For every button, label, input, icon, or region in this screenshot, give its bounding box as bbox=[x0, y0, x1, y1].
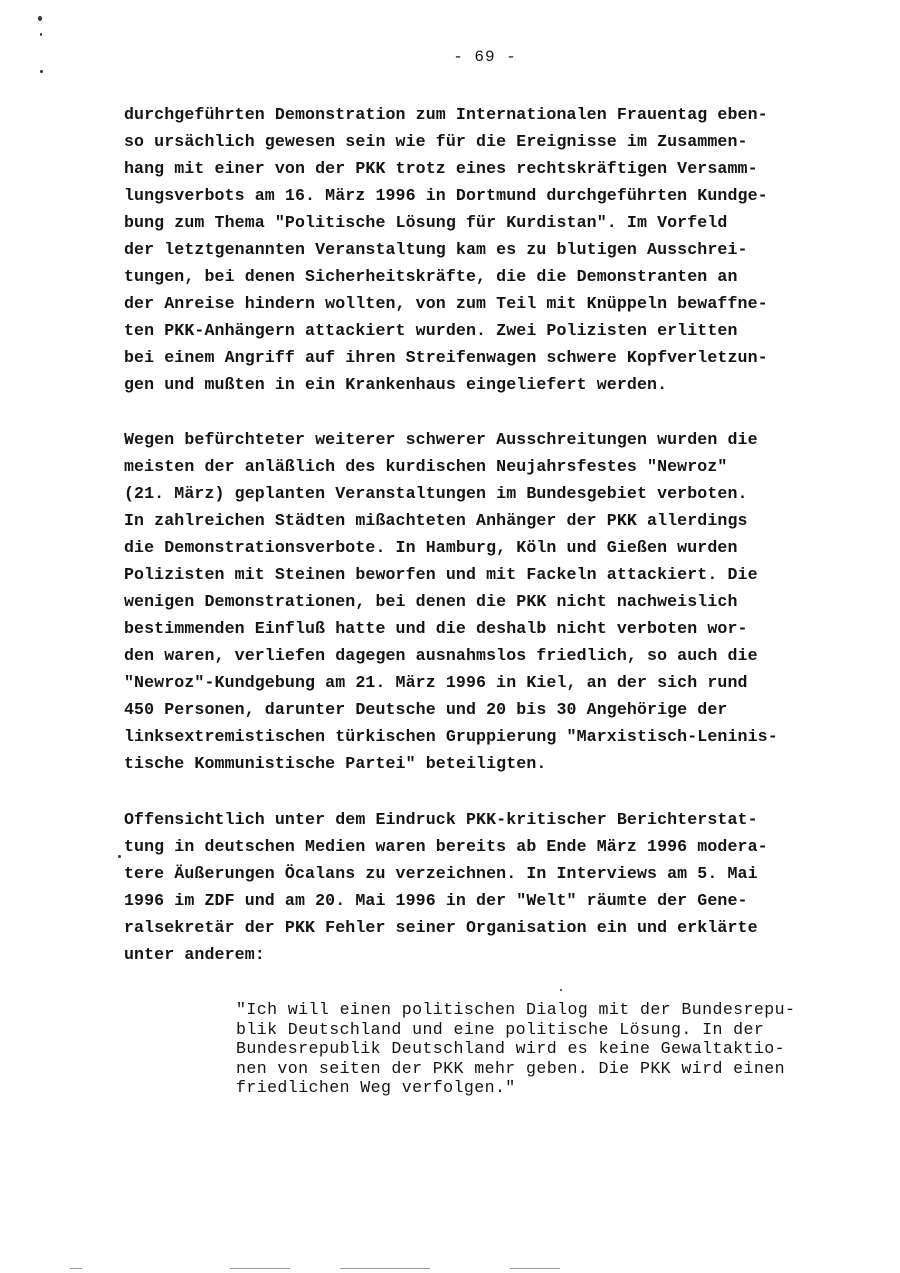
text-line: den waren, verliefen dagegen ausnahmslos friedlich, so auch die bbox=[124, 646, 758, 665]
scan-speck bbox=[118, 855, 121, 858]
text-line: bei einem Angriff auf ihren Streifenwagen schwere Kopfverletzun- bbox=[124, 348, 768, 367]
text-line: tere Äußerungen Öcalans zu verzeichnen. In Interviews am 5. Mai bbox=[124, 864, 758, 883]
text-line: 450 Personen, darunter Deutsche und 20 bis 30 Angehörige der bbox=[124, 700, 728, 719]
text-line: hang mit einer von der PKK trotz eines rechtskräftigen Versamm- bbox=[124, 159, 758, 178]
quote-line: friedlichen Weg verfolgen." bbox=[236, 1078, 516, 1097]
paragraph-3 bbox=[124, 806, 854, 968]
scan-speck bbox=[38, 16, 42, 21]
scan-speck bbox=[40, 70, 43, 73]
text-line: (21. März) geplanten Veranstaltungen im Bundesgebiet verboten. bbox=[124, 484, 748, 503]
text-line: 1996 im ZDF und am 20. Mai 1996 in der "Welt" räumte der Gene- bbox=[124, 891, 748, 910]
quote-line: blik Deutschland und eine politische Lösung. In der bbox=[236, 1019, 765, 1039]
text-line: lungsverbots am 16. März 1996 in Dortmund durchgeführten Kundge- bbox=[124, 186, 768, 205]
text-line: so ursächlich gewesen sein wie für die Ereignisse im Zusammen- bbox=[124, 132, 748, 151]
scan-speck bbox=[40, 33, 42, 36]
scan-artifact-line bbox=[230, 1268, 290, 1269]
text-line: tung in deutschen Medien waren bereits ab Ende März 1996 modera- bbox=[124, 837, 768, 856]
text-line: linksextremistischen türkischen Gruppierung "Marxistisch-Leninis- bbox=[124, 727, 778, 746]
text-line: meisten der anläßlich des kurdischen Neujahrsfestes "Newroz" bbox=[124, 457, 728, 476]
text-line: tungen, bei denen Sicherheitskräfte, die die Demonstranten an bbox=[124, 267, 738, 286]
quote-line: nen von seiten der PKK mehr geben. Die PKK wird einen bbox=[236, 1058, 785, 1078]
block-quote bbox=[236, 1000, 856, 1098]
scan-artifact-line bbox=[70, 1268, 82, 1269]
paragraph-2 bbox=[124, 426, 854, 777]
text-line: Polizisten mit Steinen beworfen und mit Fackeln attackiert. Die bbox=[124, 565, 758, 584]
text-line: unter anderem: bbox=[124, 945, 265, 964]
text-line: In zahlreichen Städten mißachteten Anhänger der PKK allerdings bbox=[124, 511, 748, 530]
text-line: die Demonstrationsverbote. In Hamburg, Köln und Gießen wurden bbox=[124, 538, 738, 557]
text-line: der Anreise hindern wollten, von zum Teil mit Knüppeln bewaffne- bbox=[124, 294, 768, 313]
text-line: der letztgenannten Veranstaltung kam es zu blutigen Ausschrei- bbox=[124, 240, 748, 259]
text-line: durchgeführten Demonstration zum Internationalen Frauentag eben- bbox=[124, 105, 768, 124]
page-number: - 69 - bbox=[453, 48, 517, 66]
text-line: Wegen befürchteter weiterer schwerer Ausschreitungen wurden die bbox=[124, 430, 758, 449]
scan-artifact-line bbox=[340, 1268, 430, 1269]
quote-line: Bundesrepublik Deutschland wird es keine Gewaltaktio- bbox=[236, 1039, 785, 1058]
text-line: ten PKK-Anhängern attackiert wurden. Zwei Polizisten erlitten bbox=[124, 321, 738, 340]
text-line: "Newroz"-Kundgebung am 21. März 1996 in Kiel, an der sich rund bbox=[124, 673, 748, 692]
scan-artifact-line bbox=[510, 1268, 560, 1269]
text-line: bung zum Thema "Politische Lösung für Kurdistan". Im Vorfeld bbox=[124, 213, 728, 232]
text-line: gen und mußten in ein Krankenhaus eingeliefert werden. bbox=[124, 375, 668, 394]
scan-speck bbox=[560, 989, 562, 991]
text-line: wenigen Demonstrationen, bei denen die PKK nicht nachweislich bbox=[124, 592, 738, 611]
text-line: Offensichtlich unter dem Eindruck PKK-kritischer Berichterstat- bbox=[124, 810, 758, 829]
text-line: tische Kommunistische Partei" beteiligten. bbox=[124, 754, 547, 773]
text-line: ralsekretär der PKK Fehler seiner Organisation ein und erklärte bbox=[124, 918, 758, 937]
paragraph-1 bbox=[124, 101, 854, 398]
text-line: bestimmenden Einfluß hatte und die deshalb nicht verboten wor- bbox=[124, 619, 748, 638]
quote-line: "Ich will einen politischen Dialog mit der Bundesrepu- bbox=[236, 1000, 796, 1019]
